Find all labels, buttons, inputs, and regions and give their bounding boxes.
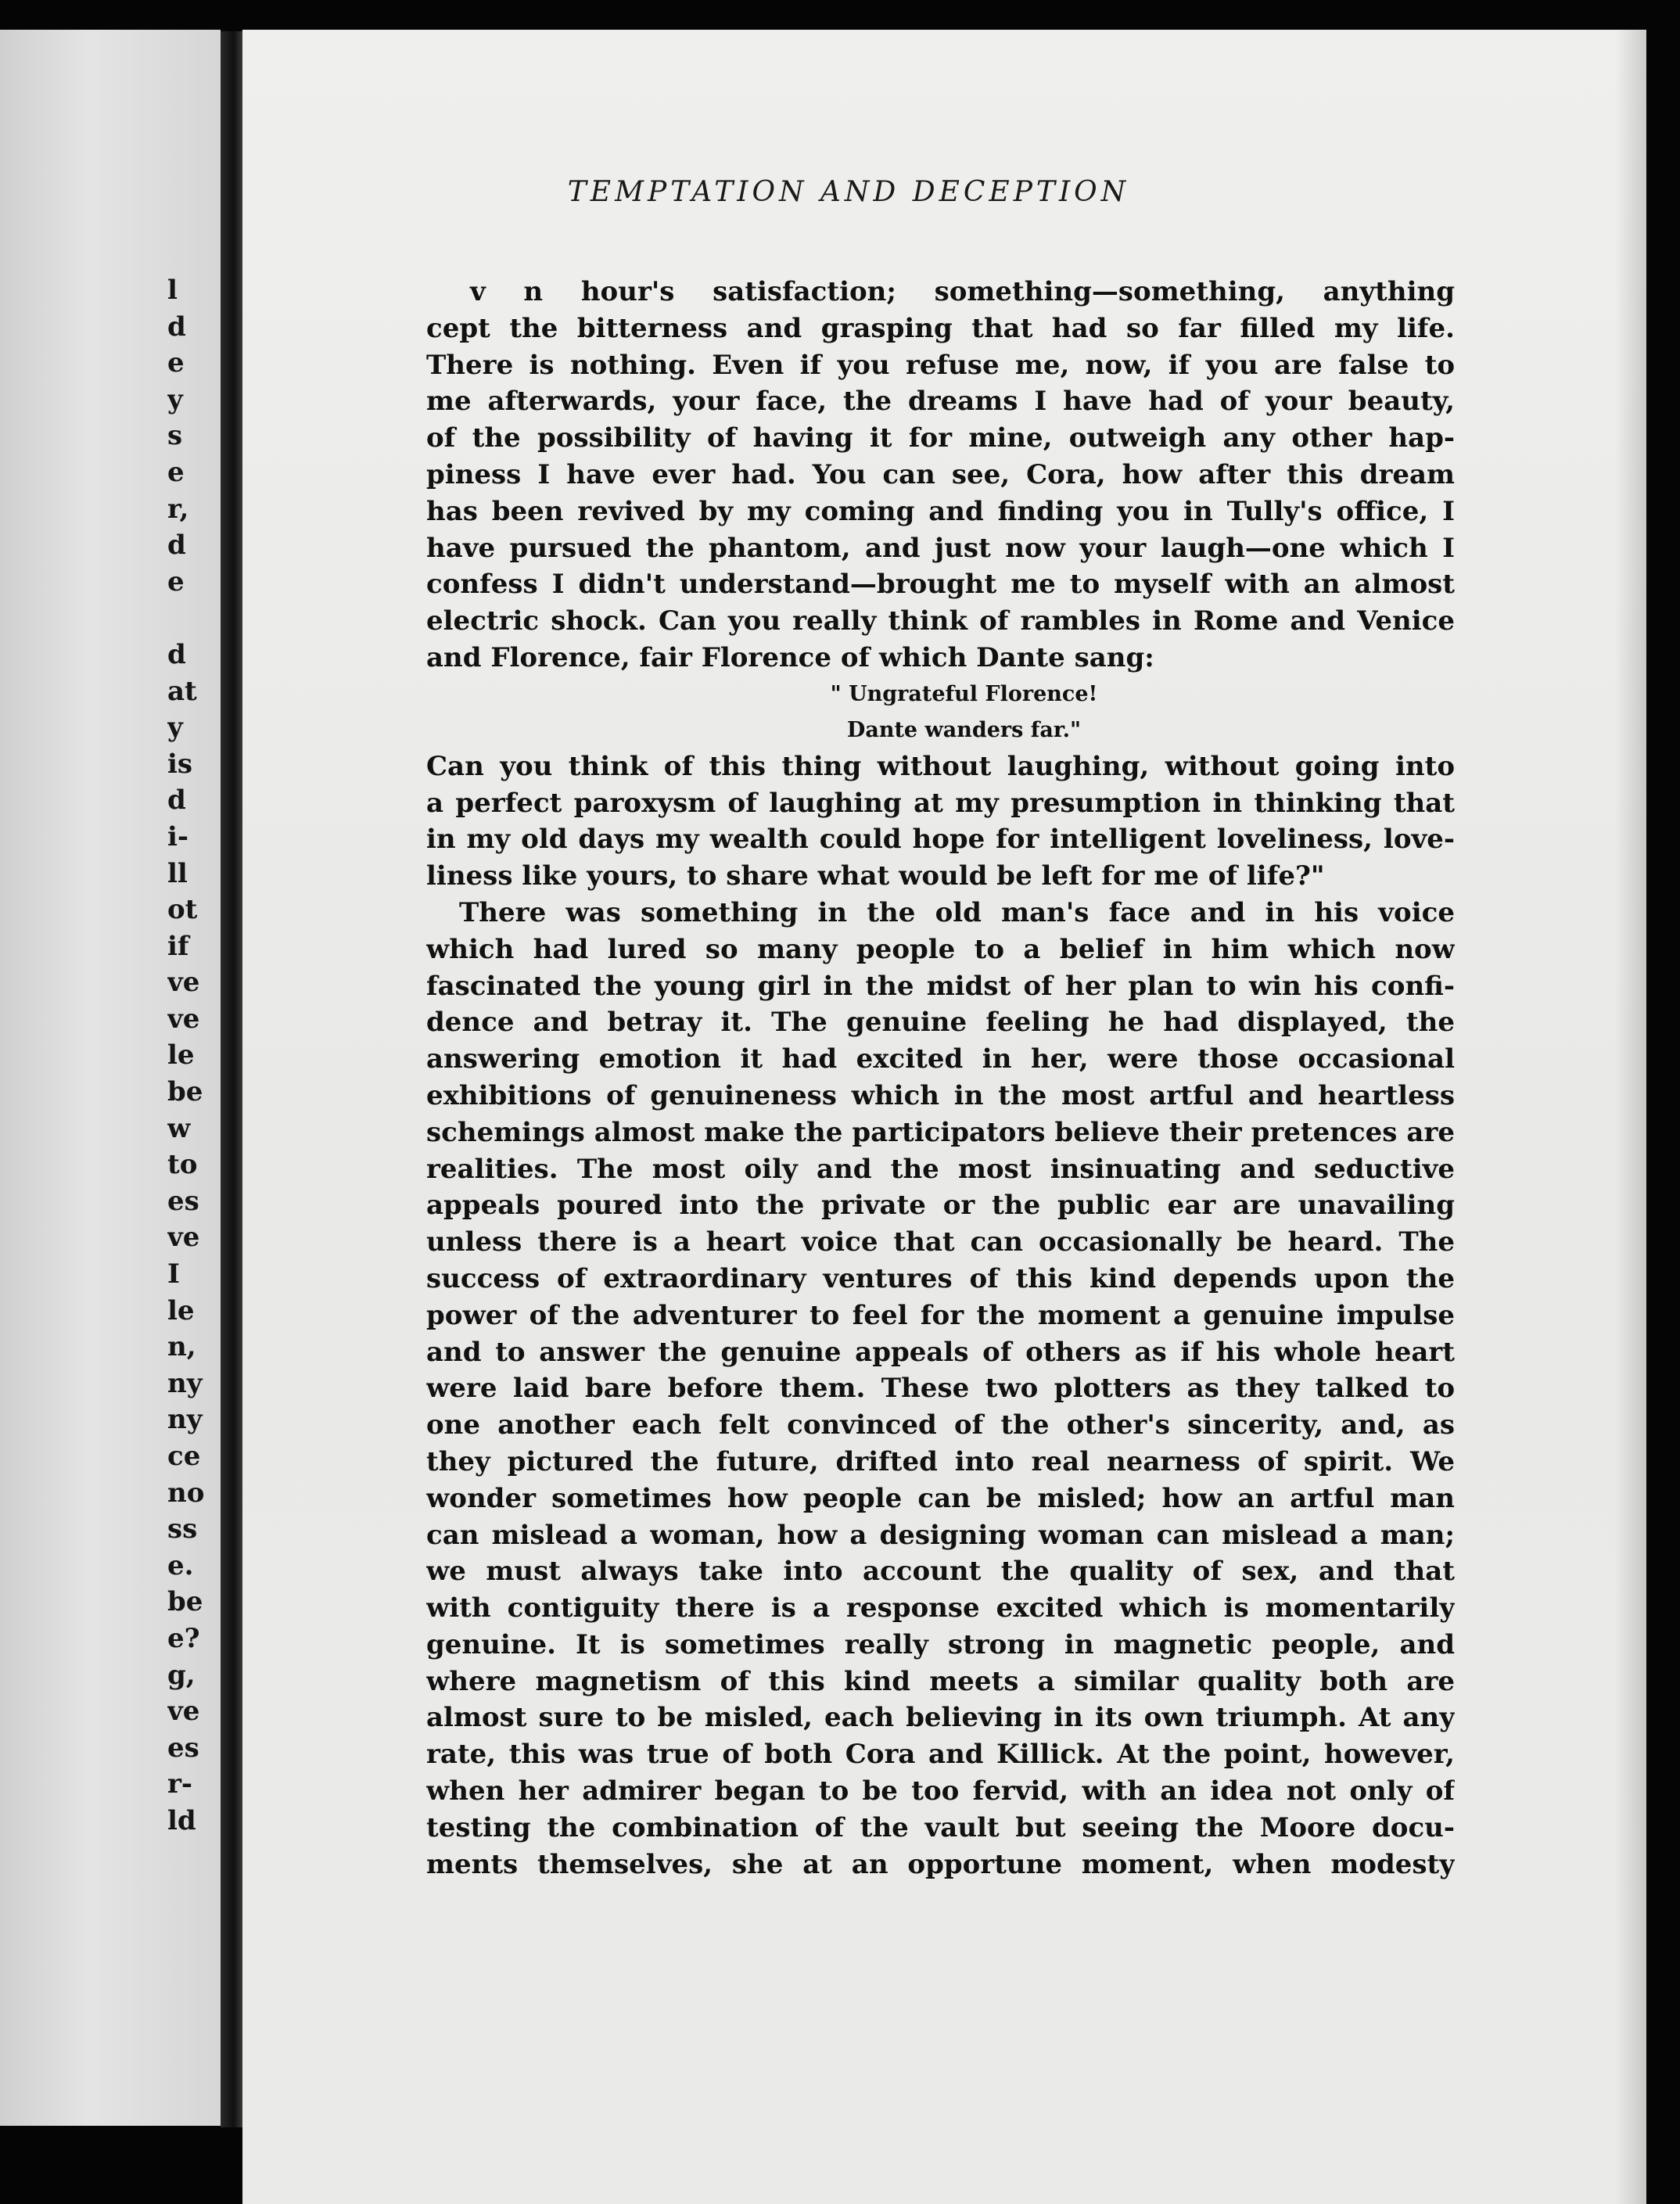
edge-fragment: d: [167, 529, 186, 562]
edge-fragment: no: [167, 1477, 205, 1509]
edge-fragment: I: [167, 1258, 180, 1290]
left-page-edge-text: [167, 272, 214, 1840]
page-edge-shadow: [1615, 30, 1646, 2204]
edge-fragment: r,: [167, 493, 189, 525]
edge-fragment: d: [167, 310, 186, 343]
text-line: confess I didn't understand—brought me to myself with an almost: [426, 569, 1455, 601]
edge-fragment: es: [167, 1185, 199, 1217]
text-line: wonder sometimes how people can be misled; how an artful man: [426, 1482, 1455, 1514]
paragraph-new: [426, 895, 1455, 1883]
edge-fragment: at: [167, 675, 197, 707]
text-line: has been revived by my coming and finding you in Tully's office, I: [426, 495, 1455, 527]
edge-fragment: [167, 600, 214, 637]
text-line: have pursued the phantom, and just now your laugh—one which I: [426, 532, 1455, 564]
edge-fragment: r-: [167, 1768, 193, 1800]
edge-fragment: to: [167, 1149, 198, 1181]
text-line: of the possibility of having it for mine, outweigh any other hap-: [426, 422, 1455, 454]
edge-fragment: ll: [167, 857, 188, 889]
text-line: one another each felt convinced of the other's sincerity, and, as: [426, 1409, 1455, 1441]
paragraph-continued: [426, 274, 1455, 677]
text-line: dence and betray it. The genuine feeling he had displayed, the: [426, 1007, 1455, 1039]
edge-fragment: y: [167, 383, 183, 415]
quote-line: Dante wanders far.": [846, 717, 1082, 742]
edge-fragment: d: [167, 638, 186, 670]
edge-fragment: n,: [167, 1331, 196, 1363]
text-line: in my old days my wealth could hope for intelligent loveliness, love-: [426, 824, 1455, 856]
edge-fragment: s: [167, 420, 183, 452]
edge-fragment: w: [167, 1112, 191, 1144]
edge-fragment: e.: [167, 1549, 194, 1581]
text-line: There is nothing. Even if you refuse me, now, if you are false to: [426, 349, 1455, 381]
edge-fragment: ve: [167, 967, 200, 999]
edge-fragment: le: [167, 1294, 195, 1326]
edge-fragment: l: [167, 275, 178, 306]
text-line: unless there is a heart voice that can occasionally be heard. The: [426, 1226, 1455, 1258]
text-line: power of the adventurer to feel for the moment a genuine impulse: [426, 1299, 1455, 1331]
text-line: v n hour's satisfaction; something—something, anything: [470, 276, 1455, 307]
edge-fragment: ce: [167, 1441, 201, 1472]
text-line: piness I have ever had. You can see, Cora, how after this dream: [426, 458, 1455, 490]
edge-fragment: ny: [167, 1404, 203, 1436]
edge-fragment: ve: [167, 1696, 200, 1728]
edge-fragment: i-: [167, 820, 189, 853]
text-line: realities. The most oily and the most insinuating and seductive: [426, 1153, 1455, 1185]
text-line: they pictured the future, drifted into real nearness of spirit. We: [426, 1445, 1455, 1477]
text-line: answering emotion it had excited in her, were those occasional: [426, 1043, 1455, 1075]
text-line: genuine. It is sometimes really strong in magnetic people, and: [426, 1628, 1455, 1660]
edge-fragment: y: [167, 712, 183, 744]
text-line: appeals poured into the private or the public ear are unavailing: [426, 1190, 1455, 1222]
text-line: me afterwards, your face, the dreams I have had of your beauty,: [426, 386, 1455, 418]
body-text: [426, 274, 1455, 1883]
paragraph-continued-2: [426, 748, 1455, 895]
edge-fragment: be: [167, 1076, 203, 1108]
text-line: and Florence, fair Florence of which Dante sang:: [426, 641, 1154, 673]
text-line: schemings almost make the participators believe their pretences are: [426, 1116, 1455, 1148]
text-line: cept the bitterness and grasping that had so far filled my life.: [426, 312, 1455, 344]
text-line: can mislead a woman, how a designing woman can mislead a man;: [426, 1519, 1455, 1551]
text-line: rate, this was true of both Cora and Killick. At the point, however,: [426, 1739, 1455, 1771]
text-line: were laid bare before them. These two plotters as they talked to: [426, 1373, 1455, 1405]
edge-fragment: e: [167, 456, 185, 488]
text-line: success of extraordinary ventures of this kind depends upon the: [426, 1262, 1455, 1294]
edge-fragment: be: [167, 1586, 203, 1618]
edge-fragment: g,: [167, 1659, 196, 1691]
edge-fragment: ve: [167, 1003, 200, 1035]
text-line: Can you think of this thing without laughing, without going into: [426, 750, 1455, 782]
text-line: fascinated the young girl in the midst of her plan to win his confi-: [426, 970, 1455, 1002]
text-line: There was something in the old man's face and in his voice: [459, 896, 1455, 928]
edge-fragment: if: [167, 930, 189, 962]
running-head: TEMPTATION AND DECEPTION: [567, 176, 1130, 208]
edge-fragment: le: [167, 1039, 195, 1071]
text-line: which had lured so many people to a belief in him which now: [426, 933, 1455, 965]
edge-fragment: e: [167, 565, 185, 598]
text-line: testing the combination of the vault but seeing the Moore docu-: [426, 1811, 1455, 1843]
edge-fragment: ld: [167, 1804, 196, 1836]
text-line: with contiguity there is a response excited which is momentarily: [426, 1592, 1455, 1624]
edge-fragment: es: [167, 1732, 199, 1764]
edge-fragment: d: [167, 784, 186, 817]
edge-fragment: is: [167, 748, 193, 780]
text-line: ments themselves, she at an opportune moment, when modesty: [426, 1848, 1455, 1880]
block-quote: [426, 677, 1455, 748]
edge-fragment: ss: [167, 1513, 198, 1545]
text-line: electric shock. Can you really think of rambles in Rome and Venice: [426, 605, 1455, 637]
edge-fragment: ve: [167, 1222, 200, 1254]
edge-fragment: e: [167, 347, 185, 379]
left-page: [0, 30, 221, 2126]
quote-line: " Ungrateful Florence!: [830, 681, 1098, 706]
text-line: we must always take into account the quality of sex, and that: [426, 1556, 1455, 1588]
edge-fragment: ny: [167, 1367, 203, 1399]
text-line: almost sure to be misled, each believing in its own triumph. At any: [426, 1702, 1455, 1734]
text-line: a perfect paroxysm of laughing at my presumption in thinking that: [426, 787, 1455, 819]
text-line: and to answer the genuine appeals of others as if his whole heart: [426, 1336, 1455, 1368]
text-line: liness like yours, to share what would be left for me of life?": [426, 860, 1325, 892]
text-line: where magnetism of this kind meets a similar quality both are: [426, 1665, 1455, 1697]
text-line: exhibitions of genuineness which in the most artful and heartless: [426, 1079, 1455, 1111]
book-gutter: [221, 31, 242, 2127]
text-line: when her admirer began to be too fervid, with an idea not only of: [426, 1775, 1455, 1807]
edge-fragment: e?: [167, 1622, 200, 1654]
edge-fragment: ot: [167, 894, 198, 926]
